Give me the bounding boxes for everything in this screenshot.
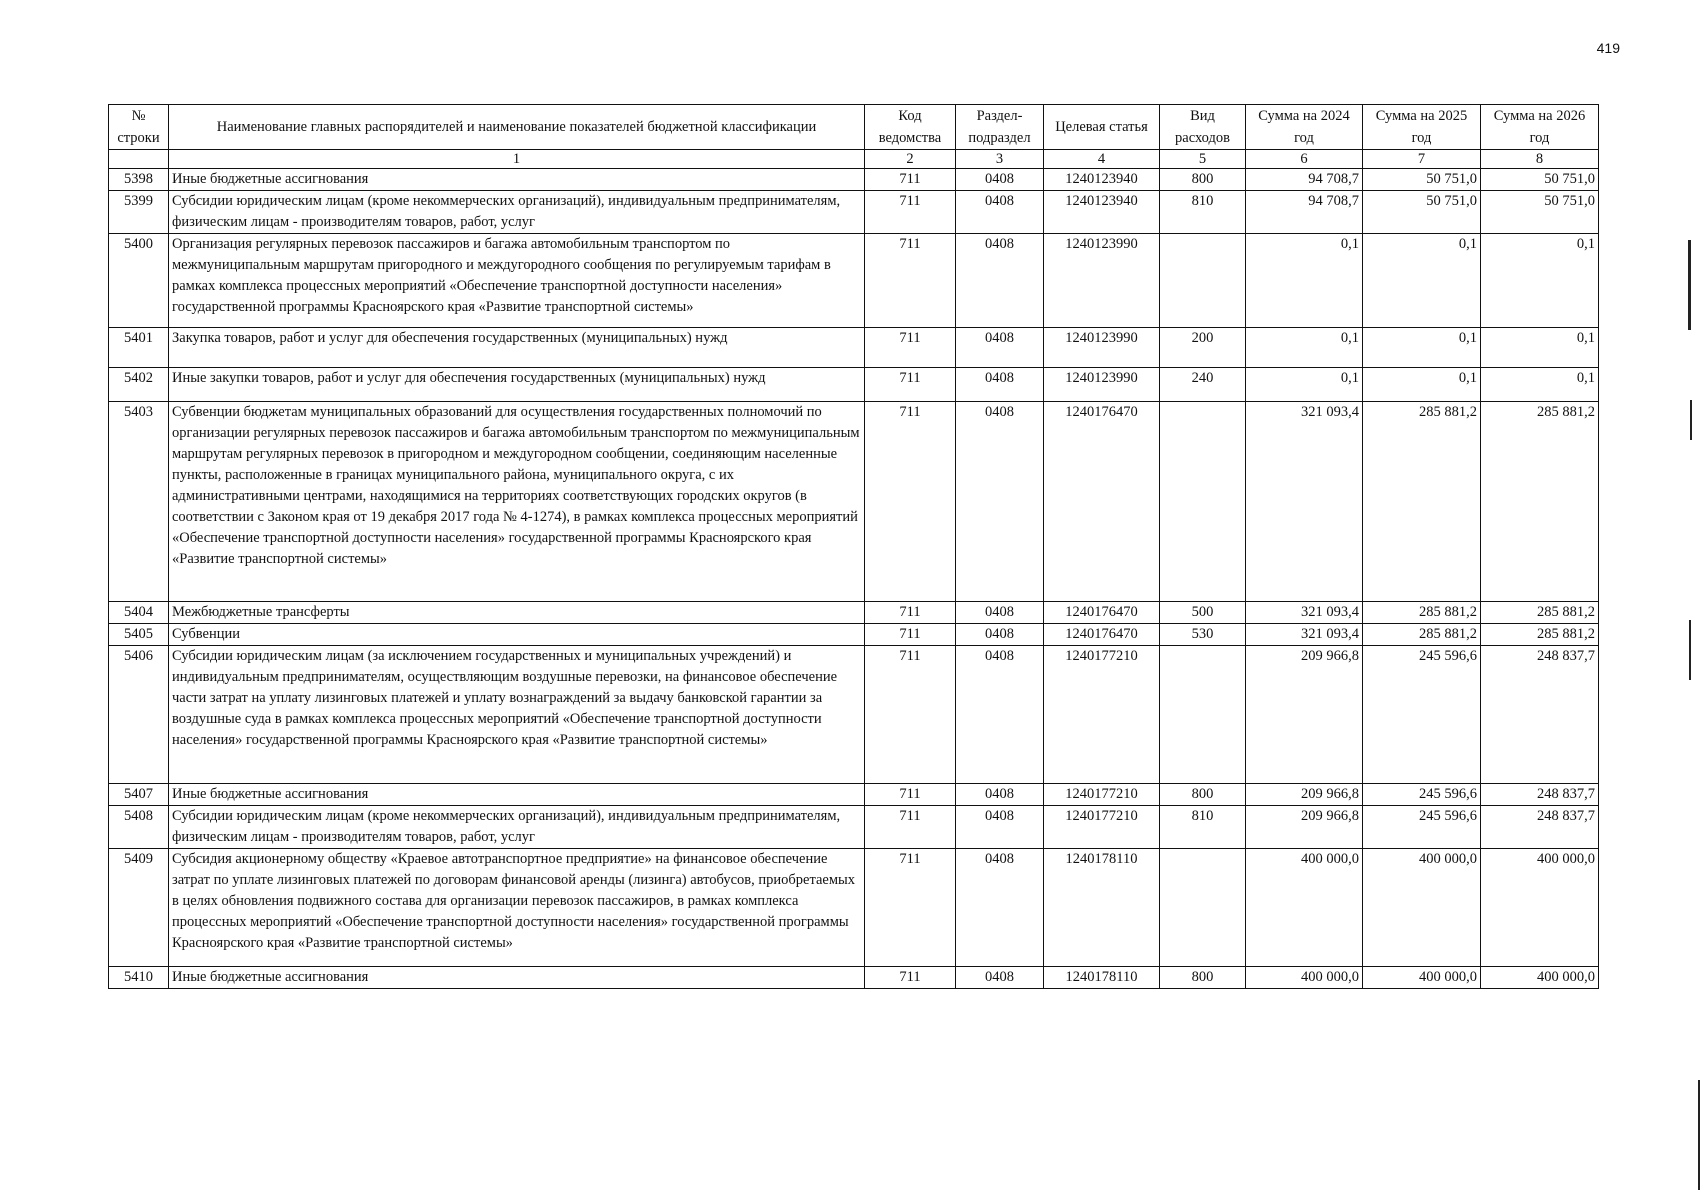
sum-2024-cell: 321 093,4 xyxy=(1246,402,1363,602)
column-index: 7 xyxy=(1363,150,1481,169)
scan-edge-mark xyxy=(1698,1080,1700,1190)
table-row xyxy=(109,806,1599,849)
column-index-row xyxy=(109,150,1599,169)
header-section: Раздел-подраздел xyxy=(956,105,1044,150)
target-article-cell: 1240123940 xyxy=(1044,169,1160,191)
column-index: 8 xyxy=(1481,150,1599,169)
sum-2024-cell: 400 000,0 xyxy=(1246,967,1363,989)
row-number-cell: 5400 xyxy=(109,234,169,328)
target-article-cell: 1240178110 xyxy=(1044,849,1160,967)
sum-2026-cell: 248 837,7 xyxy=(1481,806,1599,849)
section-cell: 0408 xyxy=(956,368,1044,402)
section-cell: 0408 xyxy=(956,602,1044,624)
sum-2026-cell: 0,1 xyxy=(1481,328,1599,368)
sum-2024-cell: 0,1 xyxy=(1246,368,1363,402)
expense-type-cell xyxy=(1160,402,1246,602)
column-index xyxy=(109,150,169,169)
sum-2025-cell: 400 000,0 xyxy=(1363,849,1481,967)
department-code-cell: 711 xyxy=(865,602,956,624)
expense-type-cell: 200 xyxy=(1160,328,1246,368)
name-cell: Субвенции бюджетам муниципальных образований для осуществления государственных полномочий по организации регулярных перевозок пассажиров и багажа автомобильным транспортом по межмуниципальным маршрутам регулярных перевозок в пригородном и междугородном сообщении, соединяющим населенные пункты, расположенные в границах муниципального района, муниципального округа, с их административными центрами, находящимися на территориях соответствующих городских округов (в соответствии с Законом края от 19 декабря 2017 года № 4-1274), в рамках комплекса процессных мероприятий «Обеспечение транспортной доступности населения» государственной программы Красноярского края «Развитие транспортной системы» xyxy=(169,402,865,602)
department-code-cell: 711 xyxy=(865,646,956,784)
section-cell: 0408 xyxy=(956,784,1044,806)
column-index: 3 xyxy=(956,150,1044,169)
sum-2025-cell: 50 751,0 xyxy=(1363,191,1481,234)
table-row xyxy=(109,967,1599,989)
sum-2026-cell: 50 751,0 xyxy=(1481,191,1599,234)
page-number: 419 xyxy=(1596,40,1620,56)
section-cell: 0408 xyxy=(956,806,1044,849)
department-code-cell: 711 xyxy=(865,234,956,328)
section-cell: 0408 xyxy=(956,849,1044,967)
row-number-cell: 5408 xyxy=(109,806,169,849)
target-article-cell: 1240176470 xyxy=(1044,602,1160,624)
sum-2025-cell: 285 881,2 xyxy=(1363,624,1481,646)
sum-2026-cell: 0,1 xyxy=(1481,234,1599,328)
sum-2026-cell: 50 751,0 xyxy=(1481,169,1599,191)
section-cell: 0408 xyxy=(956,234,1044,328)
scan-edge-mark xyxy=(1688,240,1691,330)
sum-2025-cell: 245 596,6 xyxy=(1363,646,1481,784)
name-cell: Организация регулярных перевозок пассажиров и багажа автомобильным транспортом по межмуниципальным маршрутам пригородного и междугородного сообщения по регулируемым тарифам в рамках комплекса процессных мероприятий «Обеспечение транспортной доступности населения» государственной программы Красноярского края «Развитие транспортной системы» xyxy=(169,234,865,328)
header-name: Наименование главных распорядителей и наименование показателей бюджетной классификации xyxy=(169,105,865,150)
expense-type-cell: 800 xyxy=(1160,967,1246,989)
header-sum-2024: Сумма на 2024 год xyxy=(1246,105,1363,150)
sum-2025-cell: 0,1 xyxy=(1363,368,1481,402)
sum-2026-cell: 0,1 xyxy=(1481,368,1599,402)
table-row xyxy=(109,602,1599,624)
row-number-cell: 5399 xyxy=(109,191,169,234)
target-article-cell: 1240123990 xyxy=(1044,368,1160,402)
name-cell: Иные бюджетные ассигнования xyxy=(169,784,865,806)
column-index: 5 xyxy=(1160,150,1246,169)
header-sum-2025: Сумма на 2025 год xyxy=(1363,105,1481,150)
row-number-cell: 5406 xyxy=(109,646,169,784)
target-article-cell: 1240178110 xyxy=(1044,967,1160,989)
target-article-cell: 1240123990 xyxy=(1044,328,1160,368)
row-number-cell: 5409 xyxy=(109,849,169,967)
department-code-cell: 711 xyxy=(865,368,956,402)
target-article-cell: 1240176470 xyxy=(1044,402,1160,602)
target-article-cell: 1240123940 xyxy=(1044,191,1160,234)
section-cell: 0408 xyxy=(956,967,1044,989)
target-article-cell: 1240177210 xyxy=(1044,806,1160,849)
target-article-cell: 1240177210 xyxy=(1044,784,1160,806)
department-code-cell: 711 xyxy=(865,169,956,191)
department-code-cell: 711 xyxy=(865,967,956,989)
department-code-cell: 711 xyxy=(865,806,956,849)
table-row xyxy=(109,368,1599,402)
header-row-number: № строки xyxy=(109,105,169,150)
header-expense-type: Вид расходов xyxy=(1160,105,1246,150)
section-cell: 0408 xyxy=(956,169,1044,191)
table-row xyxy=(109,234,1599,328)
row-number-cell: 5404 xyxy=(109,602,169,624)
sum-2026-cell: 400 000,0 xyxy=(1481,967,1599,989)
expense-type-cell: 530 xyxy=(1160,624,1246,646)
department-code-cell: 711 xyxy=(865,784,956,806)
name-cell: Иные закупки товаров, работ и услуг для обеспечения государственных (муниципальных) нужд xyxy=(169,368,865,402)
expense-type-cell: 810 xyxy=(1160,806,1246,849)
expense-type-cell xyxy=(1160,234,1246,328)
sum-2024-cell: 209 966,8 xyxy=(1246,806,1363,849)
sum-2025-cell: 0,1 xyxy=(1363,328,1481,368)
sum-2024-cell: 94 708,7 xyxy=(1246,169,1363,191)
column-index: 4 xyxy=(1044,150,1160,169)
sum-2025-cell: 400 000,0 xyxy=(1363,967,1481,989)
department-code-cell: 711 xyxy=(865,624,956,646)
table-body xyxy=(109,150,1599,989)
row-number-cell: 5410 xyxy=(109,967,169,989)
sum-2026-cell: 248 837,7 xyxy=(1481,646,1599,784)
sum-2024-cell: 0,1 xyxy=(1246,328,1363,368)
sum-2024-cell: 209 966,8 xyxy=(1246,784,1363,806)
header-row xyxy=(109,105,1599,150)
sum-2024-cell: 400 000,0 xyxy=(1246,849,1363,967)
column-index: 2 xyxy=(865,150,956,169)
name-cell: Субсидии юридическим лицам (кроме некоммерческих организаций), индивидуальным предпринимателям, физическим лицам - производителям товаров, работ, услуг xyxy=(169,806,865,849)
sum-2026-cell: 285 881,2 xyxy=(1481,402,1599,602)
name-cell: Закупка товаров, работ и услуг для обеспечения государственных (муниципальных) нужд xyxy=(169,328,865,368)
target-article-cell: 1240177210 xyxy=(1044,646,1160,784)
section-cell: 0408 xyxy=(956,646,1044,784)
department-code-cell: 711 xyxy=(865,402,956,602)
table-row xyxy=(109,624,1599,646)
section-cell: 0408 xyxy=(956,624,1044,646)
row-number-cell: 5407 xyxy=(109,784,169,806)
section-cell: 0408 xyxy=(956,191,1044,234)
expense-type-cell: 810 xyxy=(1160,191,1246,234)
expense-type-cell: 800 xyxy=(1160,784,1246,806)
target-article-cell: 1240123990 xyxy=(1044,234,1160,328)
scan-edge-mark xyxy=(1690,400,1692,440)
table-row xyxy=(109,169,1599,191)
sum-2026-cell: 285 881,2 xyxy=(1481,602,1599,624)
column-index: 1 xyxy=(169,150,865,169)
sum-2024-cell: 94 708,7 xyxy=(1246,191,1363,234)
expense-type-cell: 500 xyxy=(1160,602,1246,624)
name-cell: Субвенции xyxy=(169,624,865,646)
name-cell: Иные бюджетные ассигнования xyxy=(169,169,865,191)
name-cell: Субсидии юридическим лицам (за исключением государственных и муниципальных учреждений) и индивидуальным предпринимателям, осуществляющим воздушные перевозки, на финансовое обеспечение части затрат на уплату лизинговых платежей и уплату вознаграждений за выдачу банковской гарантии за воздушные суда в рамках комплекса процессных мероприятий «Обеспечение транспортной доступности населения» государственной программы Красноярского края «Развитие транспортной системы» xyxy=(169,646,865,784)
row-number-cell: 5398 xyxy=(109,169,169,191)
name-cell: Межбюджетные трансферты xyxy=(169,602,865,624)
table-row xyxy=(109,191,1599,234)
expense-type-cell xyxy=(1160,849,1246,967)
row-number-cell: 5402 xyxy=(109,368,169,402)
expense-type-cell: 240 xyxy=(1160,368,1246,402)
row-number-cell: 5405 xyxy=(109,624,169,646)
section-cell: 0408 xyxy=(956,328,1044,368)
name-cell: Субсидия акционерному обществу «Краевое автотранспортное предприятие» на финансовое обеспечение затрат по уплате лизинговых платежей по договорам финансовой аренды (лизинга) автобусов, приобретаемых в целях обновления подвижного состава для организации перевозок пассажиров, в рамках комплекса процессных мероприятий «Обеспечение транспортной доступности населения» государственной программы Красноярского края «Развитие транспортной системы» xyxy=(169,849,865,967)
sum-2024-cell: 209 966,8 xyxy=(1246,646,1363,784)
department-code-cell: 711 xyxy=(865,849,956,967)
column-index: 6 xyxy=(1246,150,1363,169)
header-sum-2026: Сумма на 2026 год xyxy=(1481,105,1599,150)
sum-2025-cell: 285 881,2 xyxy=(1363,402,1481,602)
expense-type-cell: 800 xyxy=(1160,169,1246,191)
row-number-cell: 5401 xyxy=(109,328,169,368)
expense-type-cell xyxy=(1160,646,1246,784)
sum-2025-cell: 245 596,6 xyxy=(1363,784,1481,806)
sum-2024-cell: 321 093,4 xyxy=(1246,624,1363,646)
sum-2026-cell: 248 837,7 xyxy=(1481,784,1599,806)
table-row xyxy=(109,849,1599,967)
sum-2025-cell: 245 596,6 xyxy=(1363,806,1481,849)
table-row xyxy=(109,784,1599,806)
name-cell: Иные бюджетные ассигнования xyxy=(169,967,865,989)
scan-edge-mark xyxy=(1689,620,1691,680)
section-cell: 0408 xyxy=(956,402,1044,602)
header-target-article: Целевая статья xyxy=(1044,105,1160,150)
name-cell: Субсидии юридическим лицам (кроме некоммерческих организаций), индивидуальным предпринимателям, физическим лицам - производителям товаров, работ, услуг xyxy=(169,191,865,234)
row-number-cell: 5403 xyxy=(109,402,169,602)
department-code-cell: 711 xyxy=(865,328,956,368)
department-code-cell: 711 xyxy=(865,191,956,234)
table-row xyxy=(109,328,1599,368)
table-row xyxy=(109,402,1599,602)
header-department-code: Код ведомства xyxy=(865,105,956,150)
sum-2025-cell: 285 881,2 xyxy=(1363,602,1481,624)
sum-2026-cell: 285 881,2 xyxy=(1481,624,1599,646)
sum-2025-cell: 50 751,0 xyxy=(1363,169,1481,191)
target-article-cell: 1240176470 xyxy=(1044,624,1160,646)
sum-2024-cell: 321 093,4 xyxy=(1246,602,1363,624)
sum-2025-cell: 0,1 xyxy=(1363,234,1481,328)
budget-table xyxy=(108,104,1599,989)
sum-2024-cell: 0,1 xyxy=(1246,234,1363,328)
table-row xyxy=(109,646,1599,784)
sum-2026-cell: 400 000,0 xyxy=(1481,849,1599,967)
